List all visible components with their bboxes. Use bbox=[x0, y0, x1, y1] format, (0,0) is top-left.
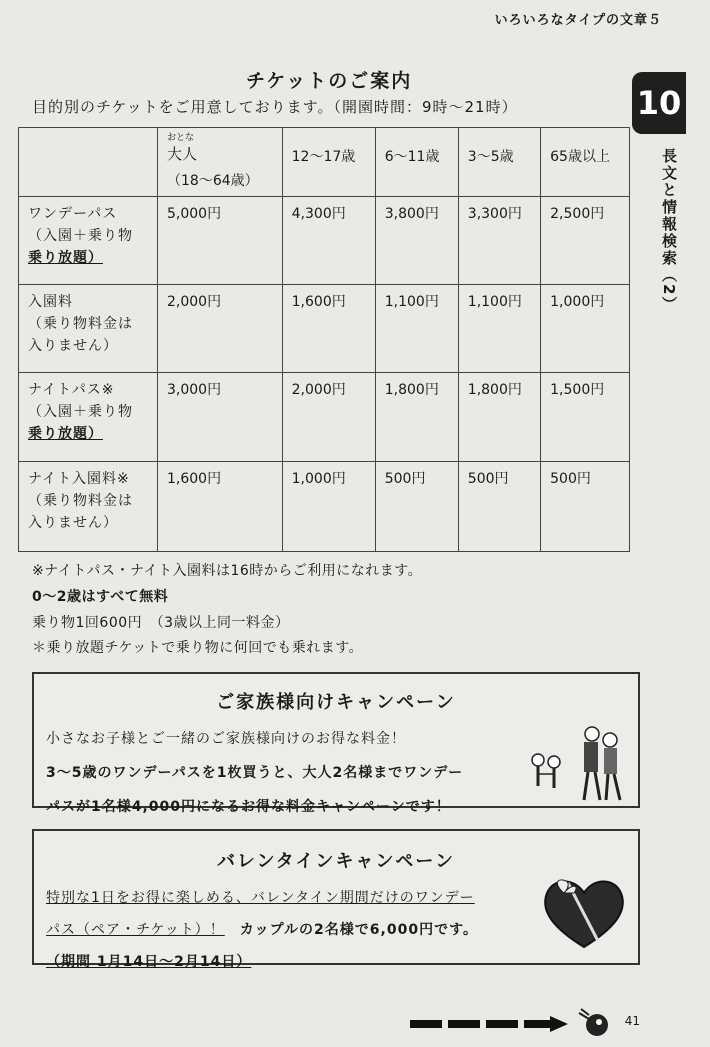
header-label: 12〜17歳 bbox=[291, 149, 356, 165]
family-line-3: パスが1名様4,000円になるお得な料金キャンペーンです！ bbox=[46, 799, 451, 815]
table-cell: 5,000円 bbox=[158, 197, 283, 285]
table-row bbox=[19, 462, 630, 552]
header-label: 6〜11歳 bbox=[384, 149, 440, 165]
intro-text: 目的別のチケットをご用意しております。（開園時間：9時〜21時） bbox=[32, 98, 518, 116]
row-label bbox=[19, 197, 158, 285]
note-unlimited: ＊乗り放題チケットで乗り物に何回でも乗れます。 bbox=[32, 640, 364, 656]
table-cell: 500円 bbox=[541, 462, 630, 552]
table-cell: 500円 bbox=[458, 462, 540, 552]
valentine-campaign-box bbox=[32, 829, 640, 970]
table-cell: 1,800円 bbox=[375, 373, 458, 462]
table-row bbox=[19, 373, 630, 462]
row-label-line: ワンデーパス bbox=[28, 206, 118, 222]
next-page-arrow-icon bbox=[410, 1016, 570, 1032]
row-label-line: 入園料 bbox=[28, 294, 73, 310]
page-title: チケットのご案内 bbox=[246, 70, 413, 92]
header-12-17 bbox=[282, 128, 375, 197]
row-label bbox=[19, 462, 158, 552]
row-label-line: ナイト入園料※ bbox=[28, 471, 130, 487]
table-cell: 3,000円 bbox=[158, 373, 283, 462]
valentine-campaign-title: バレンタインキャンペーン bbox=[216, 851, 456, 872]
table-header-row bbox=[19, 128, 630, 197]
chapter-tab: 10 bbox=[632, 72, 686, 134]
page-number: 41 bbox=[624, 1014, 640, 1028]
header-label: 65歳以上 bbox=[550, 149, 610, 165]
chapter-side-title: 長文と情報検索（2） bbox=[660, 148, 678, 314]
valentine-price: カップルの2名様で6,000円です。 bbox=[239, 922, 478, 938]
header-adult bbox=[158, 128, 283, 197]
valentine-pair: パス（ペア・チケット）！ bbox=[46, 922, 225, 938]
table-cell: 1,500円 bbox=[541, 373, 630, 462]
ticket-table bbox=[18, 127, 630, 552]
table-cell: 1,600円 bbox=[158, 462, 283, 552]
running-head: いろいろなタイプの文章５ bbox=[494, 13, 662, 28]
header-6-11 bbox=[375, 128, 458, 197]
table-cell: 4,300円 bbox=[282, 197, 375, 285]
header-label: 3〜5歳 bbox=[467, 149, 514, 165]
row-label bbox=[19, 285, 158, 373]
row-label-line: 乗り放題） bbox=[28, 250, 103, 266]
table-cell: 1,100円 bbox=[375, 285, 458, 373]
family-illustration bbox=[520, 724, 630, 804]
note-ride-price: 乗り物1回600円 （3歳以上同一料金） bbox=[32, 615, 290, 631]
header-empty-cell bbox=[19, 128, 158, 197]
table-row bbox=[19, 285, 630, 373]
table-row bbox=[19, 197, 630, 285]
table-cell: 2,000円 bbox=[282, 373, 375, 462]
table-cell: 2,000円 bbox=[158, 285, 283, 373]
table-cell: 1,800円 bbox=[458, 373, 540, 462]
table-cell: 1,100円 bbox=[458, 285, 540, 373]
row-label bbox=[19, 373, 158, 462]
table-cell: 3,300円 bbox=[458, 197, 540, 285]
note-night: ※ナイトパス・ナイト入園料は16時からご利用になれます。 bbox=[32, 563, 423, 579]
valentine-text: 特別な1日をお得に楽しめる、バレンタイン期間だけのワンデー bbox=[46, 890, 475, 906]
row-label-line: 入りません） bbox=[28, 515, 118, 531]
family-line-1: 小さなお子様とご一緒のご家族様向けのお得な料金！ bbox=[46, 731, 406, 747]
row-label-line: （入園＋乗り物 bbox=[28, 404, 133, 420]
table-cell: 2,500円 bbox=[541, 197, 630, 285]
adult-label: 大人 bbox=[167, 145, 198, 163]
table-cell: 500円 bbox=[375, 462, 458, 552]
family-campaign-title: ご家族様向けキャンペーン bbox=[216, 692, 456, 713]
row-label-line: ナイトパス※ bbox=[28, 382, 115, 398]
family-campaign-box bbox=[32, 672, 640, 815]
valentine-period: （期間 1月14日〜2月14日） bbox=[46, 954, 252, 970]
row-label-line: （乗り物料金は bbox=[28, 316, 133, 332]
table-cell: 1,600円 bbox=[282, 285, 375, 373]
note-free: 0〜2歳はすべて無料 bbox=[32, 589, 169, 605]
adult-age: （18〜64歳） bbox=[167, 173, 259, 189]
adult-ruby: おとな bbox=[167, 133, 195, 143]
row-label-line: （乗り物料金は bbox=[28, 493, 133, 509]
table-cell: 1,000円 bbox=[541, 285, 630, 373]
row-label-line: 乗り放題） bbox=[28, 426, 103, 442]
row-label-line: （入園＋乗り物 bbox=[28, 228, 133, 244]
mascot-icon bbox=[575, 1005, 615, 1039]
header-3-5 bbox=[458, 128, 540, 197]
family-line-2: 3〜5歳のワンデーパスを1枚買うと、大人2名様までワンデー bbox=[46, 765, 464, 781]
table-cell: 1,000円 bbox=[282, 462, 375, 552]
header-65plus bbox=[541, 128, 630, 197]
row-label-line: 入りません） bbox=[28, 338, 118, 354]
table-cell: 3,800円 bbox=[375, 197, 458, 285]
heart-gift-icon bbox=[538, 875, 630, 951]
